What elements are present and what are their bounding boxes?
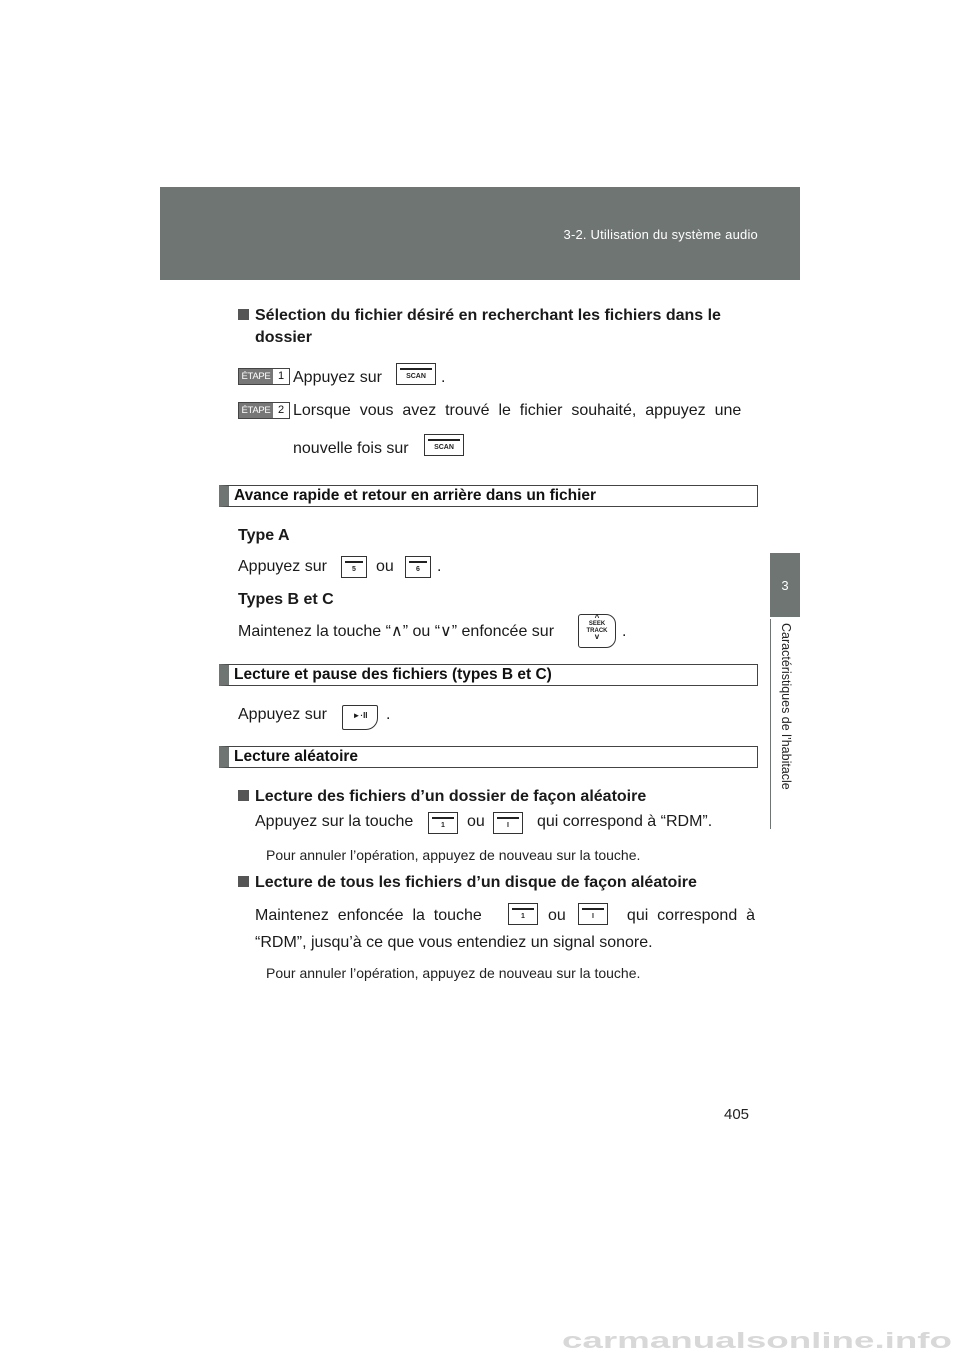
section-heading-random: Lecture aléatoire bbox=[219, 746, 758, 768]
random-disc-note: Pour annuler l’opération, appuyez de nouveau sur la touche. bbox=[266, 965, 641, 981]
page-number: 405 bbox=[724, 1106, 750, 1123]
section-heading-fast-forward: Avance rapide et retour en arrière dans un fichier bbox=[219, 485, 758, 507]
play-pause-button[interactable]: ►·II bbox=[342, 705, 378, 730]
chevron-down-icon: v bbox=[594, 632, 600, 641]
chapter-title: 3-2. Utilisation du système audio bbox=[563, 227, 758, 242]
folder-search-heading: Sélection du fichier désiré en recherchant les fichiers dans le bbox=[238, 306, 721, 326]
square-bullet-icon bbox=[238, 790, 249, 801]
step-1-text: Appuyez sur bbox=[293, 369, 382, 386]
square-bullet-icon bbox=[238, 309, 249, 320]
random-folder-heading: Lecture des fichiers d’un dossier de façon aléatoire bbox=[238, 787, 646, 807]
scan-button[interactable]: SCAN bbox=[396, 363, 436, 385]
seek-track-button[interactable]: ^ SEEK TRACK v bbox=[578, 614, 616, 648]
folder-search-heading-cont: dossier bbox=[255, 329, 312, 346]
random-folder-note: Pour annuler l’opération, appuyez de nouveau sur la touche. bbox=[266, 847, 641, 863]
random-disc-text-cont: “RDM”, jusqu’à ce que vous entendiez un signal sonore. bbox=[255, 934, 653, 951]
random-folder-text: Appuyez sur la touche bbox=[255, 813, 414, 830]
preset-6-button[interactable]: 6 bbox=[405, 556, 431, 578]
chapter-tab-number: 3 bbox=[770, 553, 800, 617]
step-2-badge: ÉTAPE 2 bbox=[238, 402, 290, 419]
preset-1-button[interactable]: 1 bbox=[428, 812, 458, 834]
random-disc-text: Maintenez enfoncée la touche bbox=[255, 907, 482, 924]
step-2-text-cont: nouvelle fois sur bbox=[293, 440, 409, 457]
chevron-up-icon: ^ bbox=[594, 613, 600, 622]
random-disc-heading: Lecture de tous les fichiers d’un disque de façon aléatoire bbox=[238, 873, 697, 893]
chapter-header bbox=[160, 187, 800, 280]
watermark-logo bbox=[560, 1330, 955, 1352]
step-2-text: Lorsque vous avez trouvé le fichier souhaité, appuyez une bbox=[293, 402, 742, 419]
type-bc-label: Types B et C bbox=[238, 591, 334, 608]
scan-button[interactable]: SCAN bbox=[424, 434, 464, 456]
svg-text:carmanualsonline.info: carmanualsonline.info bbox=[562, 1330, 952, 1352]
step-1-badge: ÉTAPE 1 bbox=[238, 368, 290, 385]
disc-1-button[interactable]: I bbox=[578, 903, 608, 925]
square-bullet-icon bbox=[238, 876, 249, 887]
section-heading-play-pause: Lecture et pause des fichiers (types B et C) bbox=[219, 664, 758, 686]
type-a-label: Type A bbox=[238, 527, 290, 544]
type-a-text: Appuyez sur bbox=[238, 558, 327, 575]
type-bc-text: Maintenez la touche “∧” ou “∨” enfoncée sur bbox=[238, 623, 555, 640]
disc-1-button[interactable]: I bbox=[493, 812, 523, 834]
preset-5-button[interactable]: 5 bbox=[341, 556, 367, 578]
chapter-tab-label: Caractéristiques de l’habitacle bbox=[779, 623, 793, 790]
chapter-tab bbox=[770, 619, 801, 829]
play-pause-text: Appuyez sur bbox=[238, 706, 327, 723]
preset-1-button[interactable]: 1 bbox=[508, 903, 538, 925]
